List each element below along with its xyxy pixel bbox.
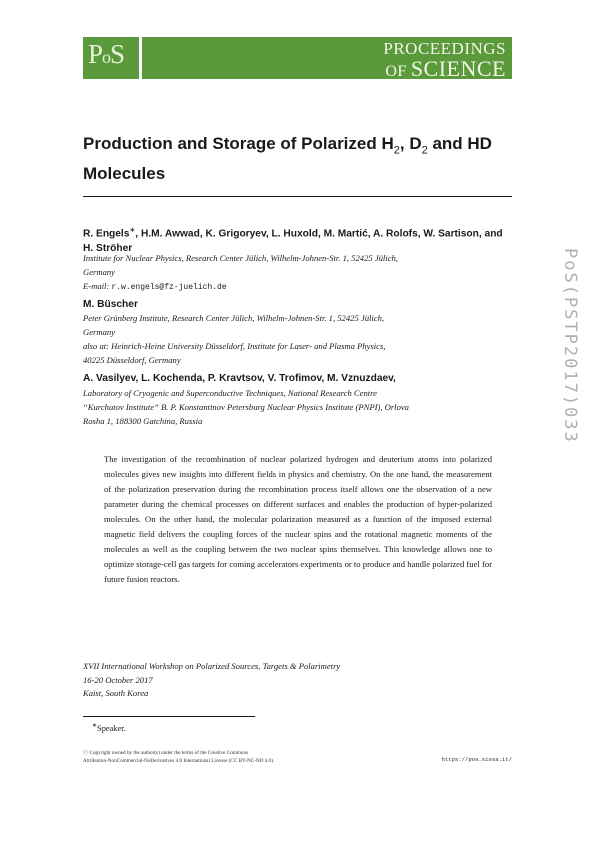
conference-info: [83, 660, 340, 701]
author-group-2: M. Büscher: [83, 299, 138, 310]
affiliation-2: Peter Grünberg Institute, Research Center Jülich, Wilhelm-Johnen-Str. 1, 52425 Jülich, Germany also at: Heinrich-Heine University Düsseldorf, Institute for Laser- and Plasma Physics, 40225 Düsseldorf, Germany: [83, 313, 386, 365]
footnote: ∗Speaker.: [92, 723, 126, 733]
abstract: The investigation of the recombination of nuclear polarized hydrogen and deuterium atoms into polarized molecules gives new insights into different fields in physics and chemistry. On the one hand, the measurement of the polarization preservation during the recombination process itself allows one the observation of a new parameter during the chemical processes on different surfaces and enables the production of hyper-polarized molecules. On the other hand, the molecular polarization measured as a function of the imposed external magnetic field delivers the coupling forces of the nuclear spins and the rotational magnetic moments of the molecules as well as the coupling between the two nuclear spins themselves. This knowledge allows one to optimize storage-cell gas targets for coming accelerators experiments or to produce and handle polarized fuel for future fusion reactors.: [104, 454, 492, 584]
conference-dates: 16-20 October 2017: [83, 674, 153, 685]
affiliation-3: Laboratory of Cryogenic and Superconductive Techniques, National Research Centre “Kurchatov Institute” B. P. Konstantinov Petersburg Nuclear Physics Institute (PNPI), Orlova Rosha 1, 188300 Gatchina, Russia: [83, 388, 409, 426]
author-group-1: R. Engels∗, H.M. Awwad, K. Grigoryev, L. Huxold, M. Martić, A. Rolofs, W. Sartison, and H. Ströher: [83, 227, 503, 255]
series-line2: OF SCIENCE: [385, 56, 506, 81]
pos-logo: [83, 37, 139, 79]
author-group-3: A. Vasilyev, L. Kochenda, P. Kravtsov, V. Trofimov, M. Vznuzdaev,: [83, 373, 396, 384]
footnote-rule: [83, 716, 255, 717]
proceedings-banner: [142, 37, 512, 79]
conference-name: XVII International Workshop on Polarized Sources, Targets & Polarimetry: [83, 661, 341, 671]
conference-location: Kaist, South Korea: [83, 688, 149, 698]
affiliation-1: Institute for Nuclear Physics, Research Center Jülich, Wilhelm-Johnen-Str. 1, 52425 Jülich, Germany E-mail: r.w.engels@fz-juelich.de: [83, 253, 398, 292]
paper-title: Production and Storage of Polarized $H_2$, $D_2$ and HD Molecules: [83, 134, 492, 184]
license-text: ⓒ Copyright owned by the author(s) under the terms of the Creative Commons Attribution-NonCommercial-NoDerivatives 4.0 International License (CC BY-NC-ND 4.0).: [83, 750, 275, 764]
side-identifier: PoS(PSTP2017)033: [560, 248, 580, 444]
pos-logo-text: PoS: [88, 39, 125, 69]
author-email[interactable]: r.w.engels@fz-juelich.de: [111, 283, 227, 292]
title-rule: [83, 196, 512, 197]
series-line1: PROCEEDINGS: [383, 39, 506, 58]
pos-url[interactable]: https://pos.sissa.it/: [441, 756, 512, 763]
